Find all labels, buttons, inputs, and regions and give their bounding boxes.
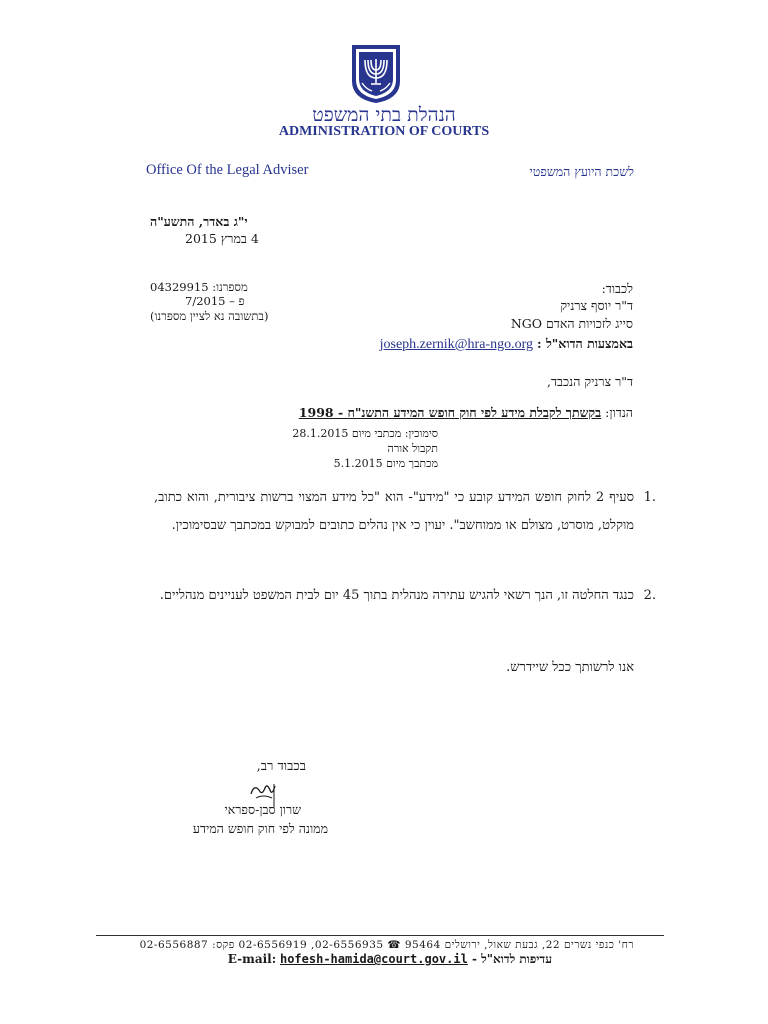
subject-value: בקשתך לקבלת מידע לפי חוק חופש המידע התשנ"ח - 1998 — [298, 405, 602, 420]
org-name-english: ADMINISTRATION OF COURTS — [278, 124, 490, 139]
recipient-label: לכבוד: — [601, 281, 633, 296]
reference-line: תקבול אורה — [387, 442, 438, 455]
footer-email-link[interactable]: hofesh-hamida@court.gov.il — [279, 952, 468, 966]
recipient-name: ד"ר יוסף צרניק — [560, 298, 633, 313]
signer-title: ממונה לפי חוק חופש המידע — [192, 821, 328, 836]
hebrew-date: י"ג באדר, התשע"ה — [150, 214, 248, 229]
footer-divider — [96, 935, 664, 936]
gregorian-date: 4 במרץ 2015 — [185, 231, 259, 246]
footer-email-line — [228, 952, 552, 967]
reference-line: מכתבך מיום 5.1.2015 — [333, 457, 438, 470]
recipient-email-link[interactable]: joseph.zernik@hra-ngo.org — [379, 337, 533, 352]
reference-number: מספרנו: 04329915 — [150, 280, 248, 294]
signer-name: שרון סבן-ספראי — [224, 802, 301, 817]
reference-pe: פ – 7/2015 — [185, 294, 245, 308]
office-name-hebrew: לשכת היועץ המשפטי — [529, 164, 634, 179]
footer-address: רח' כנפי נשרים 22, גבעת שאול, ירושלים 95464 ☎ 02-6556935, 02-6556919 פקס: 02-6556887 — [139, 939, 634, 951]
recipient-email-line — [380, 336, 633, 353]
paragraph-text: כנגד החלטה זו, הנך רשאי להגיש עתירה מנהלית בתוך 45 יום לבית המשפט לעניינים מנהליים. — [159, 588, 634, 603]
references-block — [292, 426, 438, 471]
paragraph-1 — [154, 484, 656, 540]
subject-label: הנדון: — [605, 405, 633, 420]
subject-line — [299, 405, 633, 421]
office-name-english: Office Of the Legal Adviser — [146, 162, 309, 178]
org-name-hebrew: הנהלת בתי המשפט — [312, 104, 456, 126]
paragraph-text: סעיף 2 לחוק חופש המידע קובע כי "מידע"- הוא "כל מידע המצוי ברשות ציבורית, והוא כתוב, מוקלט, מוסרט, מצולם או ממוחשב". יעוין כי אין נהלים כתובים למבוקש במכתבך שבסימוכין. — [154, 490, 635, 533]
paragraph-number: .2 — [643, 588, 656, 603]
recipient-org: סייג לזכויות האדם NGO — [510, 316, 633, 331]
reference-note: (בתשובה נא לציין מספרנו) — [150, 309, 269, 323]
reference-line: סימוכין: מכתבי מיום 28.1.2015 — [292, 427, 438, 440]
paragraph-2 — [154, 582, 656, 610]
closing-note: אנו לרשותך ככל שיידרש. — [506, 660, 634, 675]
footer-email-label: עדיפות לדוא"ל - E-mail: — [227, 952, 552, 966]
closing-regards: בכבוד רב, — [256, 759, 306, 774]
menorah-emblem-icon — [348, 43, 404, 105]
salutation: ד"ר צרניק הנכבד, — [547, 374, 633, 389]
paragraph-number: .1 — [643, 490, 656, 505]
recipient-email-label: באמצעות הדוא"ל : — [536, 336, 633, 351]
